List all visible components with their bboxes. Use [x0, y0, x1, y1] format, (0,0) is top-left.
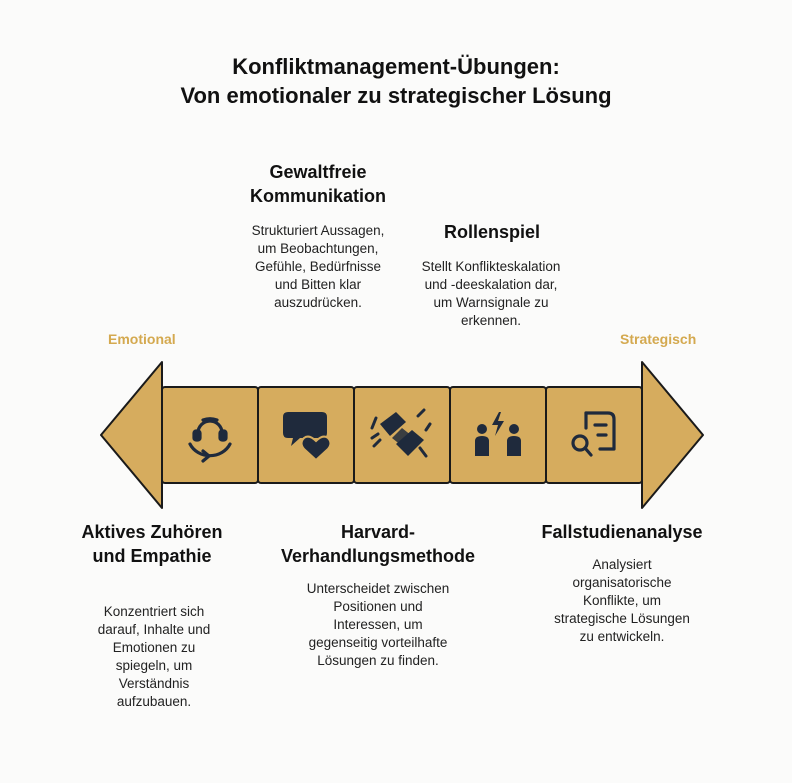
- arrow-head-left: [101, 362, 162, 508]
- step-1-heading: Aktives Zuhören und Empathie: [81, 522, 223, 566]
- step-4-heading: Rollenspiel: [443, 222, 541, 242]
- segment-5: [546, 387, 642, 483]
- title-line-1: Konfliktmanagement-Übungen:: [232, 54, 560, 79]
- step-1-description: Konzentriert sich darauf, Inhalte und Emotionen zu spiegeln, um Verständnis aufzubauen.: [97, 604, 211, 709]
- scale-label-strategic: Strategisch: [620, 331, 697, 347]
- step-5-description: Analysiert organisatorische Konflikte, um strategische Lösungen zu entwickeln.: [554, 557, 690, 644]
- step-3-description: Unterscheidet zwischen Positionen und Interessen, um gegenseitig vorteilhafte Lösungen zu finden.: [306, 581, 450, 668]
- step-5-heading: Fallstudienanalyse: [541, 522, 703, 542]
- step-2-description: Strukturiert Aussagen, um Beobachtungen, Gefühle, Bedürfnisse und Bitten klar auszudrücken.: [251, 223, 385, 310]
- step-2-heading: Gewaltfreie Kommunikation: [249, 162, 386, 206]
- step-4-description: Stellt Konflikteskalation und -deeskalation dar, um Warnsignale zu erkennen.: [421, 259, 561, 328]
- title-line-2: Von emotionaler zu strategischer Lösung: [180, 83, 612, 108]
- step-3-heading: Harvard-Verhandlungsmethode: [280, 522, 476, 566]
- segment-4: [450, 387, 546, 483]
- arrow-head-right: [642, 362, 703, 508]
- segment-1: [162, 387, 258, 483]
- scale-label-emotional: Emotional: [108, 331, 176, 347]
